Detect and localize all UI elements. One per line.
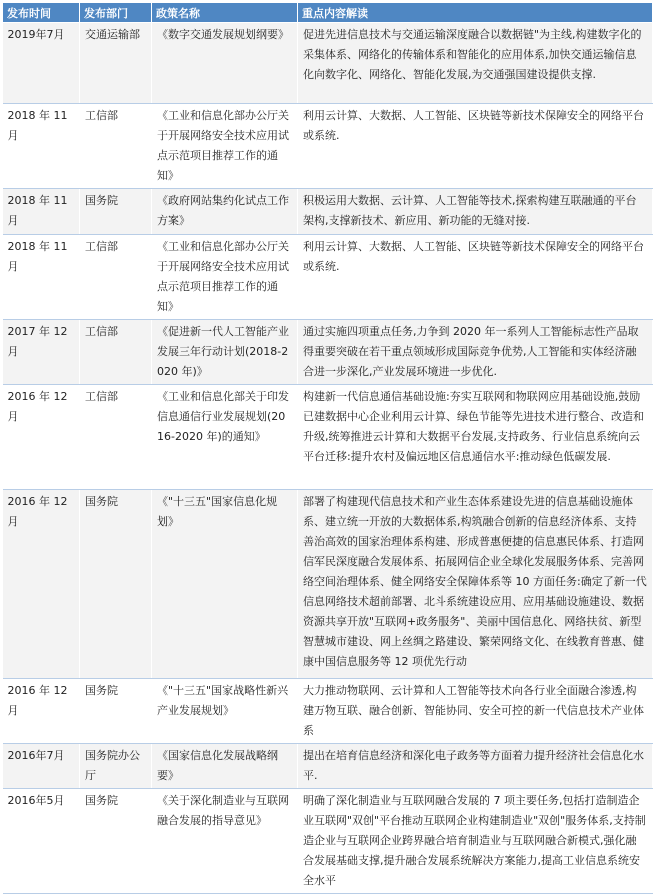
cell-date: 2016年5月 (3, 789, 80, 894)
cell-department: 工信部 (80, 320, 152, 385)
table-row (3, 235, 653, 320)
cell-key-content: 构建新一代信息通信基础设施:夯实互联网和物联网应用基础设施,鼓励已建数据中心企业利用云计算、绿色节能等先进技术进行整合、改造和升级,统筹推进云计算和大数据平台发展,支持政务、行业信息系统向云平台迁移:提升农村及偏远地区信息通信水平:推动绿色低碳发展. (298, 385, 653, 490)
cell-key-content: 部署了构建现代信息技术和产业生态体系建设先进的信息基础设施体系、建立统一开放的大数据体系,构筑融合创新的信息经济体系、支持善治高效的国家治理体系构建、形成普惠便捷的信息惠民体系、打造网信军民深度融合发展体系、拓展网信企业全球化发展服务体系、完善网络空间治理体系、健全网络安全保障体系等 10 方面任务:确定了新一代信息网络技术超前部署、北斗系统建设应用、应用基础设施建设、数据资源共享开放"互联网+政务服务"、美丽中国信息化、网络扶贫、新型智慧城市建设、网上丝绸之路建设、繁荣网络文化、在线教育普惠、健康中国信息服务等 12 项优先行动 (298, 490, 653, 679)
cell-date: 2018 年 11 月 (3, 189, 80, 235)
cell-date: 2016 年 12 月 (3, 679, 80, 744)
cell-date: 2018 年 11 月 (3, 104, 80, 189)
header-date: 发布时间 (3, 3, 80, 23)
cell-department: 国务院 (80, 679, 152, 744)
table-row (3, 385, 653, 490)
cell-department: 国务院 (80, 189, 152, 235)
cell-key-content: 积极运用大数据、云计算、人工智能等技术,探索构建互联融通的平台架构,支撑新技术、新应用、新功能的无缝对接. (298, 189, 653, 235)
header-department: 发布部门 (80, 3, 152, 23)
cell-policy-name: 《政府网站集约化试点工作方案》 (152, 189, 298, 235)
policy-table (2, 2, 653, 894)
cell-policy-name: 《关于深化制造业与互联网融合发展的指导意见》 (152, 789, 298, 894)
cell-policy-name: 《工业和信息化部办公厅关于开展网络安全技术应用试点示范项目推荐工作的通知》 (152, 104, 298, 189)
table-row (3, 104, 653, 189)
cell-department: 国务院 (80, 789, 152, 894)
cell-key-content: 明确了深化制造业与互联网融合发展的 7 项主要任务,包括打造制造企业互联网"双创"平台推动互联网企业构建制造业"双创"服务体系,支持制造企业与互联网企业跨界融合培育制造业与互联网融合新模式,强化融合发展基础支撑,提升融合发展系统解决方案能力,提高工业信息系统安全水平 (298, 789, 653, 894)
table-row (3, 320, 653, 385)
table-row (3, 490, 653, 679)
table-header-row (3, 3, 653, 23)
cell-department: 国务院办公厅 (80, 744, 152, 789)
cell-policy-name: 《国家信息化发展战略纲要》 (152, 744, 298, 789)
cell-policy-name: 《促进新一代人工智能产业发展三年行动计划(2018-2020 年)》 (152, 320, 298, 385)
cell-key-content: 大力推动物联网、云计算和人工智能等技术向各行业全面融合渗透,构建万物互联、融合创新、智能协同、安全可控的新一代信息技术产业体系 (298, 679, 653, 744)
cell-key-content: 利用云计算、大数据、人工智能、区块链等新技术保障安全的网络平台或系统. (298, 235, 653, 320)
cell-department: 交通运输部 (80, 23, 152, 104)
cell-policy-name: 《数字交通发展规划纲要》 (152, 23, 298, 104)
header-policy-name: 政策名称 (152, 3, 298, 23)
table-row (3, 189, 653, 235)
cell-date: 2017 年 12 月 (3, 320, 80, 385)
cell-department: 工信部 (80, 385, 152, 490)
cell-date: 2018 年 11 月 (3, 235, 80, 320)
cell-department: 工信部 (80, 104, 152, 189)
header-key-content: 重点内容解读 (298, 3, 653, 23)
policy-table-container (2, 2, 652, 894)
cell-key-content: 利用云计算、大数据、人工智能、区块链等新技术保障安全的网络平台或系统. (298, 104, 653, 189)
table-row (3, 744, 653, 789)
cell-policy-name: 《工业和信息化部办公厅关于开展网络安全技术应用试点示范项目推荐工作的通知》 (152, 235, 298, 320)
cell-date: 2016 年 12 月 (3, 385, 80, 490)
cell-policy-name: 《"十三五"国家战略性新兴产业发展规划》 (152, 679, 298, 744)
cell-key-content: 促进先进信息技术与交通运输深度融合以数据链"为主线,构建数字化的采集体系、网络化的传输体系和智能化的应用体系,加快交通运输信息化向数字化、网络化、智能化发展,为交通强国建设提供支撑. (298, 23, 653, 104)
cell-key-content: 通过实施四项重点任务,力争到 2020 年一系列人工智能标志性产品取得重要突破在若干重点领域形成国际竞争优势,人工智能和实体经济融合进一步深化,产业发展环境进一步优化. (298, 320, 653, 385)
cell-date: 2019年7月 (3, 23, 80, 104)
table-row (3, 23, 653, 104)
table-row (3, 789, 653, 894)
cell-policy-name: 《工业和信息化部关于印发信息通信行业发展规划(2016-2020 年)的通知》 (152, 385, 298, 490)
cell-department: 国务院 (80, 490, 152, 679)
cell-policy-name: 《"十三五"国家信息化规划》 (152, 490, 298, 679)
cell-department: 工信部 (80, 235, 152, 320)
table-row (3, 679, 653, 744)
cell-date: 2016年7月 (3, 744, 80, 789)
cell-date: 2016 年 12 月 (3, 490, 80, 679)
cell-key-content: 提出在培育信息经济和深化电子政务等方面着力提升经济社会信息化水平. (298, 744, 653, 789)
